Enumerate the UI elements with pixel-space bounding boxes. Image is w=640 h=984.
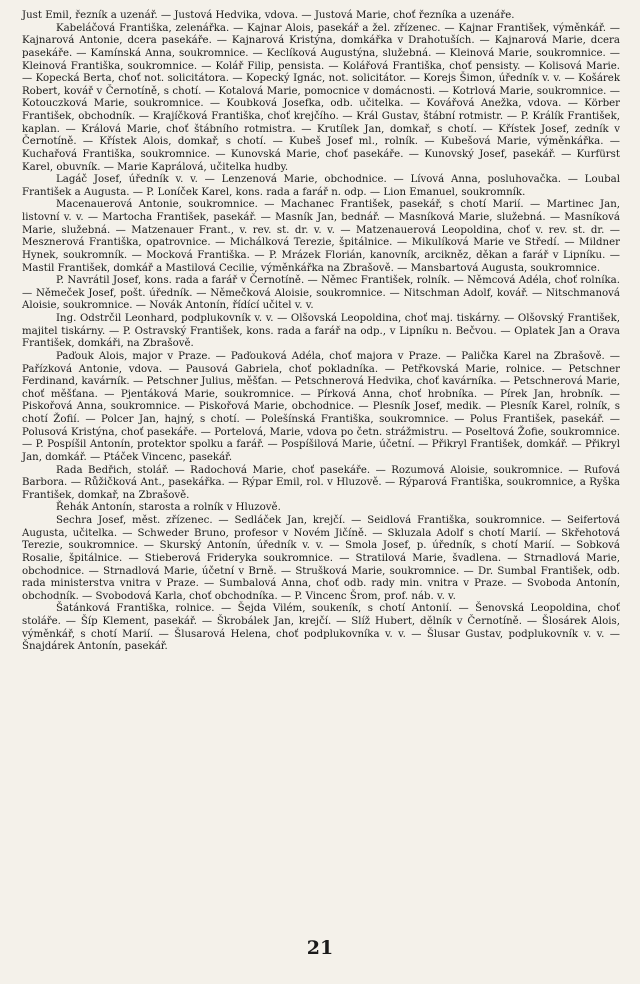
paragraph-p: Paďouk Alois, major v Praze. — Paďouková Adéla, choť majora v Praze. — Palička Karel na Zbrašově. — Pařízková Antonie, vdova. — Pausová Gabriela, choť pokladníka. — Petřkovská Marie, rolnice. — Petschner Ferdinand, kavárník. — Petschner Julius, měšťan. — Petschnerová Hedvika, choť kavárníka. — Petschnerová Marie, choť měšťana. — Pjentáková Marie, soukromnice. — Pírková Anna, choť hrobníka. — Pírek Jan, hrobník. — Piskořová Anna, soukromnice. — Piskořová Marie, obchodnice. — Plesník Josef, medik. — Plesník Karel, rolník, s chotí Žofií. — Polcer Jan, hajný, s chotí. — Polešínská Františka, soukromnice. — Polus František, pasekář. — Polusová Kristýna, choť pasekáře. — Portelová, Marie, vdova po četn. strážmistru. — Poseltová Žofie, soukromnice. — P. Pospíšil Antonín, protektor spolku a farář. — Pospíšilová Marie, účetní. — Přikryl František, domkář. — Přikryl Jan, domkář. — Ptáček Vincenc, pasekář. <box>22 350 620 463</box>
paragraph-rz: Řehák Antonín, starosta a rolník v Hluzově. <box>56 502 281 514</box>
paragraph-sh: Šatánková Františka, rolnice. — Šejda Vilém, soukeník, s chotí Antonií. — Šenovská Leopoldina, choť stoláře. — Šíp Klement, pasekář. — Škrobálek Jan, krejčí. — Slíž Hubert, dělník v Černotíně. — Šlosárek Alois, výměnkář, s chotí Marií. — Šlusarová Helena, choť podplukovníka v. v. — Šlusar Gustav, podplukovník v. v. — Šnajdárek Antonín, pasekář. <box>22 603 620 653</box>
paragraph-o: Ing. Odstrčil Leonhard, podplukovník v. v. — Olšovská Leopoldina, choť maj. tiskárny. — Olšovský František, majitel tiskárny. — P. Ostravský František, kons. rada a farář na odp., v Lipníku n. Bečvou. — Oplatek Jan a Orava František, domkáři, na Zbrašově. <box>22 313 620 350</box>
paragraph-n: P. Navrátil Josef, kons. rada a farář v Černotíně. — Němec František, rolník. — Němcová Adéla, choť rolníka. — Němeček Josef, pošt. úředník. — Němečková Aloisie, soukromnice. — Nitschman Adolf, kovář. — Nitschmanová Aloisie, soukromnice. — Novák Antonín, řídící učitel v. v. <box>22 275 620 312</box>
paragraph-k: Kabeláčová Františka, zelenářka. — Kajnar Alois, pasekář a žel. zřízenec. — Kajnar František, výměnkář. — Kajnarová Antonie, dcera pasekáře. — Kajnarová Kristýna, domkářka v Drahotuších. — Kajnarová Marie, dcera pasekáře. — Kamínská Anna, soukromnice. — Keclíková Augustýna, služebná. — Kleinová Marie, soukromnice. — Kleinová Františka, soukromnice. — Kolář Filip, pensista. — Kolářová Františka, choť pensisty. — Kolisová Marie. — Kopecká Berta, choť not. solicitátora. — Kopecký Ignác, not. solicitátor. — Korejs Šimon, úředník v. v. — Košárek Robert, kovář v Černotíně, s chotí. — Kotalová Marie, pomocnice v domácnosti. — Kotrlová Marie, soukromnice. — Kotouczková Marie, soukromnice. — Koubková Josefka, odb. učitelka. — Kovářová Anežka, vdova. — Körber František, obchodník. — Krajíčková Františka, choť krejčího. — Král Gustav, štábní rotmistr. — P. Králík František, kaplan. — Králová Marie, choť štábního rotmistra. — Krutílek Jan, domkař, s chotí. — Křístek Josef, zedník v Černotíně. — Křístek Alois, domkař, s chotí. — Kubeš Josef ml., rolník. — Kubešová Marie, výměnkářka. — Kuchařová Františka, soukromnice. — Kunovská Marie, choť pasekáře. — Kunovský Josef, pasekář. — Kurfürst Karel, obuvník. — Marie Kaprálová, učitelka hudby. <box>22 22 620 173</box>
paragraph-m: Macenauerová Antonie, soukromnice. — Machanec František, pasekář, s chotí Marií. — Martinec Jan, listovní v. v. — Martocha František, pasekář. — Masník Jan, bednář. — Masníková Marie, služebná. — Masníková Marie, služebná. — Matzenauer Frant., v. rev. st. dr. v. v. — Matzenauerová Leopoldina, choť v. rev. st. dr. — Mesznerová Františka, opatrovnice. — Michálková Terezie, špitálnice. — Mikulíková Marie ve Středí. — Mildner Hynek, soukromník. — Mocková Františka. — P. Mrázek Florián, kanovník, arcikněz, děkan a farář v Lipníku. — Mastil František, domkář a Mastilová Cecilie, výměnkářka na Zbrašově. — Mansbartová Augusta, soukromnice. <box>22 199 620 274</box>
page-number: 21 <box>306 937 334 959</box>
paragraph-l: Lagáč Josef, úředník v. v. — Lenzenová Marie, obchodnice. — Lívová Anna, posluhovačka. — Loubal František a Augusta. — P. Loníček Karel, kons. rada a farář n. odp. — Lion Emanuel, soukromník. <box>22 174 620 198</box>
paragraph-r: Rada Bedřich, stolář. — Radochová Marie, choť pasekáře. — Rozumová Aloisie, soukromnice. — Rufová Barbora. — Růžičková Ant., pasekářka. — Rýpar Emil, rol. v Hluzově. — Rýparová Františka, soukromnice, a Ryška František, domkař, na Zbrašově. <box>22 464 620 501</box>
paragraph-s: Sechra Josef, měst. zřízenec. — Sedláček Jan, krejčí. — Seidlová Františka, soukromnice. — Seifertová Augusta, učitelka. — Schweder Bruno, profesor v Novém Jičíně. — Skluzala Adolf s chotí Marií. — Skřehotová Terezie, soukromnice. — Skurský Antonín, úředník v. v. — Smola Josef, p. úředník, s chotí Marií. — Sobková Rosalie, špitálnice. — Stieberová Frideryka soukromnice. — Stratilová Marie, švadlena. — Strnadlová Marie, obchodnice. — Strnadlová Marie, účetní v Brně. — Strušková Marie, soukromnice. — Dr. Sumbal František, odb. rada ministerstva vnitra v Praze. — Sumbalová Anna, choť odb. rady min. vnitra v Praze. — Svoboda Antonín, obchodník. — Svobodová Karla, choť obchodníka. — P. Vincenc Šrom, prof. náb. v. v. <box>22 515 620 602</box>
paragraph-j: Just Emil, řezník a uzenář. — Justová Hedvika, vdova. — Justová Marie, choť řezníka a uzenáře. <box>22 10 515 21</box>
